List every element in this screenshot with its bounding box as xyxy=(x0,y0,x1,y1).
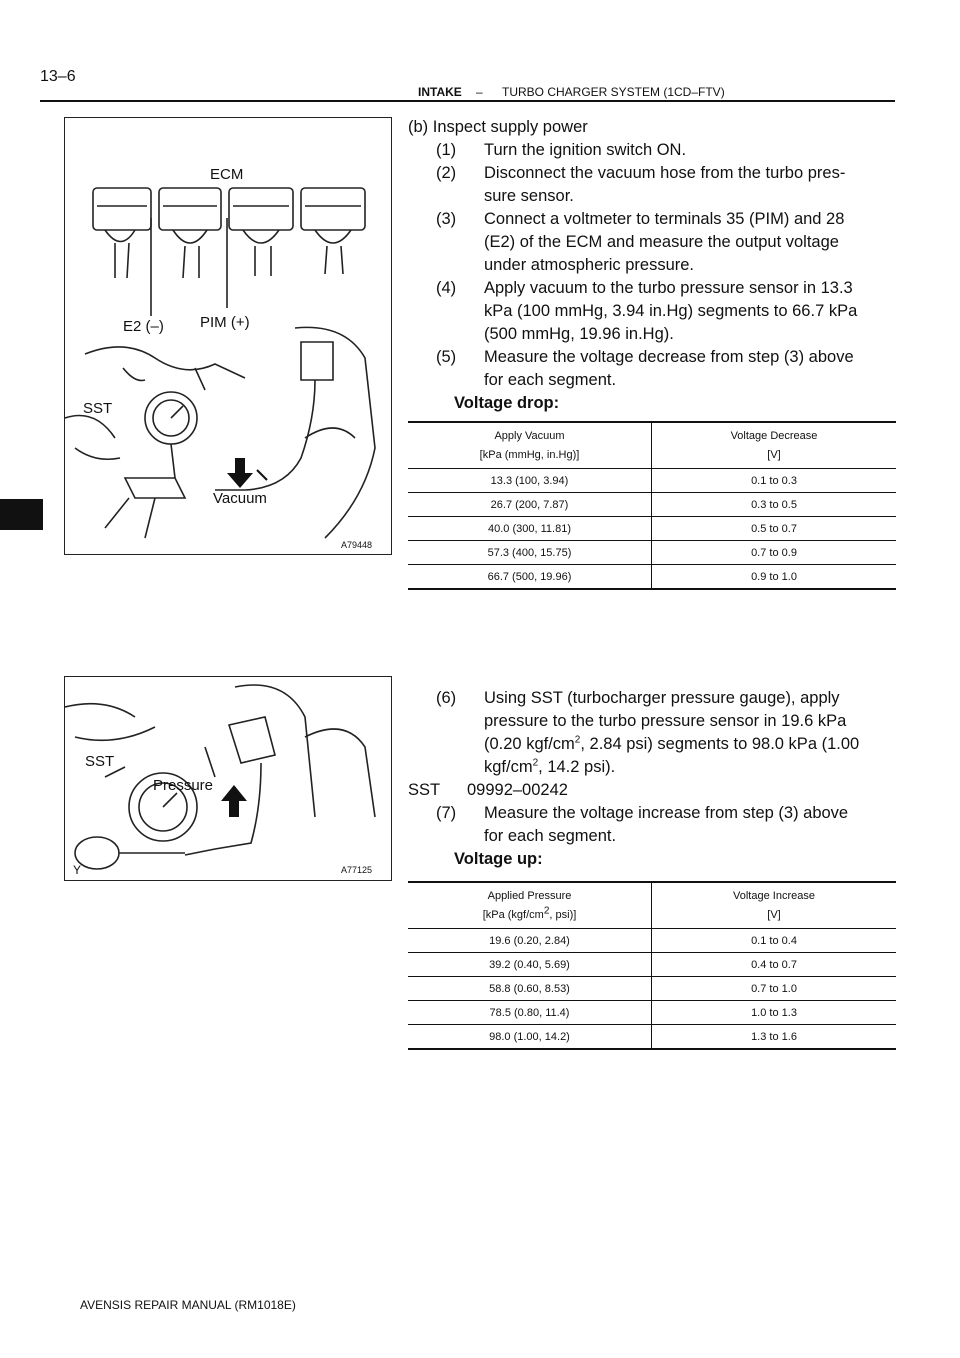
header-rule xyxy=(40,100,895,102)
figure-code: A77125 xyxy=(341,865,373,875)
voltage-up-table xyxy=(408,881,896,1050)
sst-number: 09992–00242 xyxy=(467,781,568,799)
step-4-text: (500 mmHg, 19.96 in.Hg). xyxy=(484,325,674,343)
superscript: 2 xyxy=(574,734,581,746)
table-row xyxy=(408,565,896,590)
table-cell: 39.2 (0.40, 5.69) xyxy=(408,953,652,977)
sst-label: SST xyxy=(83,400,113,417)
step-6-text xyxy=(484,756,615,779)
step-2-num: (2) xyxy=(436,164,457,182)
sst-label: SST xyxy=(408,781,441,799)
pim-terminal-label: PIM (+) xyxy=(200,314,250,331)
table-cell: 0.7 to 1.0 xyxy=(652,977,897,1001)
step-6-text xyxy=(484,733,859,756)
table-cell: 0.4 to 0.7 xyxy=(652,953,897,977)
step-7-text: Measure the voltage increase from step (3) above xyxy=(484,804,849,822)
step-6-num: (6) xyxy=(436,689,457,707)
table-cell: 78.5 (0.80, 11.4) xyxy=(408,1001,652,1025)
table-title-voltage-up: Voltage up: xyxy=(454,850,543,868)
step-5-text: Measure the voltage decrease from step (3) above xyxy=(484,348,854,366)
table-cell: 1.0 to 1.3 xyxy=(652,1001,897,1025)
column-header-unit: , psi)] xyxy=(549,908,577,921)
table-row xyxy=(408,1001,896,1025)
table-cell: 0.5 to 0.7 xyxy=(652,517,897,541)
column-header-text: Apply Vacuum xyxy=(494,429,565,442)
figure-marker-y: Y xyxy=(73,863,82,877)
step-3-text: (E2) of the ECM and measure the output voltage xyxy=(484,233,839,251)
step-5-text: for each segment. xyxy=(484,371,617,389)
figure-ecm-vacuum xyxy=(64,117,392,555)
step-3-text: under atmospheric pressure. xyxy=(484,256,695,274)
table-cell: 13.3 (100, 3.94) xyxy=(408,469,652,493)
column-header-text: Applied Pressure xyxy=(487,889,572,902)
table-cell: 19.6 (0.20, 2.84) xyxy=(408,929,652,953)
table-row xyxy=(408,517,896,541)
step-1-num: (1) xyxy=(436,141,457,159)
figure-ecm-vacuum-illustration xyxy=(65,118,391,554)
table-cell: 57.3 (400, 15.75) xyxy=(408,541,652,565)
column-header-unit: [kPa (mmHg, in.Hg)] xyxy=(479,448,580,461)
text-segment: (0.20 kgf/cm xyxy=(484,735,575,753)
header-section: INTAKE xyxy=(418,85,462,99)
step-4-text: kPa (100 mmHg, 3.94 in.Hg) segments to 66.7 kPa xyxy=(484,302,858,320)
pressure-label: Pressure xyxy=(153,777,214,794)
table-row xyxy=(408,953,896,977)
table-cell: 0.9 to 1.0 xyxy=(652,565,897,590)
step-3-text: Connect a voltmeter to terminals 35 (PIM) and 28 xyxy=(484,210,845,228)
footer-manual-title: AVENSIS REPAIR MANUAL (RM1018E) xyxy=(80,1298,296,1312)
table-row xyxy=(408,493,896,517)
table-cell: 58.8 (0.60, 8.53) xyxy=(408,977,652,1001)
table-cell: 66.7 (500, 19.96) xyxy=(408,565,652,590)
table-row xyxy=(408,977,896,1001)
figure-code: A79448 xyxy=(341,540,373,550)
step-7-num: (7) xyxy=(436,804,457,822)
step-4-num: (4) xyxy=(436,279,457,297)
step-1-text: Turn the ignition switch ON. xyxy=(484,141,687,159)
table-title-voltage-drop: Voltage drop: xyxy=(454,394,560,412)
step-6-text: pressure to the turbo pressure sensor in 19.6 kPa xyxy=(484,712,847,730)
table-cell: 40.0 (300, 11.81) xyxy=(408,517,652,541)
table-cell: 0.3 to 0.5 xyxy=(652,493,897,517)
figure-pressure-gauge xyxy=(64,676,392,881)
text-segment: , 14.2 psi). xyxy=(538,758,616,776)
figure-pressure-illustration xyxy=(65,677,391,880)
step-b-heading: (b) Inspect supply power xyxy=(408,118,588,136)
column-header-unit: [kPa (kgf/cm xyxy=(482,908,544,921)
sst-label: SST xyxy=(85,753,115,770)
column-header xyxy=(652,882,897,929)
column-header-unit: [V] xyxy=(767,908,781,921)
table-cell: 0.1 to 0.3 xyxy=(652,469,897,493)
table-row xyxy=(408,1025,896,1050)
voltage-drop-table xyxy=(408,421,896,590)
superscript: 2 xyxy=(532,757,539,769)
section-tab-marker xyxy=(0,499,43,530)
step-5-num: (5) xyxy=(436,348,457,366)
column-header xyxy=(408,882,652,929)
table-row xyxy=(408,469,896,493)
column-header xyxy=(652,422,897,469)
column-header xyxy=(408,422,652,469)
column-header-unit: [V] xyxy=(767,448,781,461)
table-row xyxy=(408,541,896,565)
step-2-text: sure sensor. xyxy=(484,187,574,205)
table-header-row xyxy=(408,422,896,469)
superscript: 2 xyxy=(543,904,550,916)
text-segment: , 2.84 psi) segments to 98.0 kPa (1.00 xyxy=(580,735,860,753)
step-2-text: Disconnect the vacuum hose from the turbo pres- xyxy=(484,164,846,182)
step-4-text: Apply vacuum to the turbo pressure sensor in 13.3 xyxy=(484,279,853,297)
table-row xyxy=(408,929,896,953)
column-header-text: Voltage Increase xyxy=(733,889,815,902)
table-cell: 98.0 (1.00, 14.2) xyxy=(408,1025,652,1050)
table-cell: 0.1 to 0.4 xyxy=(652,929,897,953)
page-number: 13–6 xyxy=(40,68,76,85)
header-dash: – xyxy=(476,85,483,99)
ecm-label: ECM xyxy=(210,166,244,183)
step-3-num: (3) xyxy=(436,210,457,228)
step-7-text: for each segment. xyxy=(484,827,617,845)
vacuum-label: Vacuum xyxy=(213,490,267,507)
table-cell: 1.3 to 1.6 xyxy=(652,1025,897,1050)
step-6-text: Using SST (turbocharger pressure gauge), apply xyxy=(484,689,840,707)
header-topic: TURBO CHARGER SYSTEM (1CD–FTV) xyxy=(502,85,725,99)
table-header-row xyxy=(408,882,896,929)
table-cell: 26.7 (200, 7.87) xyxy=(408,493,652,517)
e2-terminal-label: E2 (–) xyxy=(123,318,164,335)
table-cell: 0.7 to 0.9 xyxy=(652,541,897,565)
text-segment: kgf/cm xyxy=(484,758,533,776)
column-header-text: Voltage Decrease xyxy=(730,429,818,442)
